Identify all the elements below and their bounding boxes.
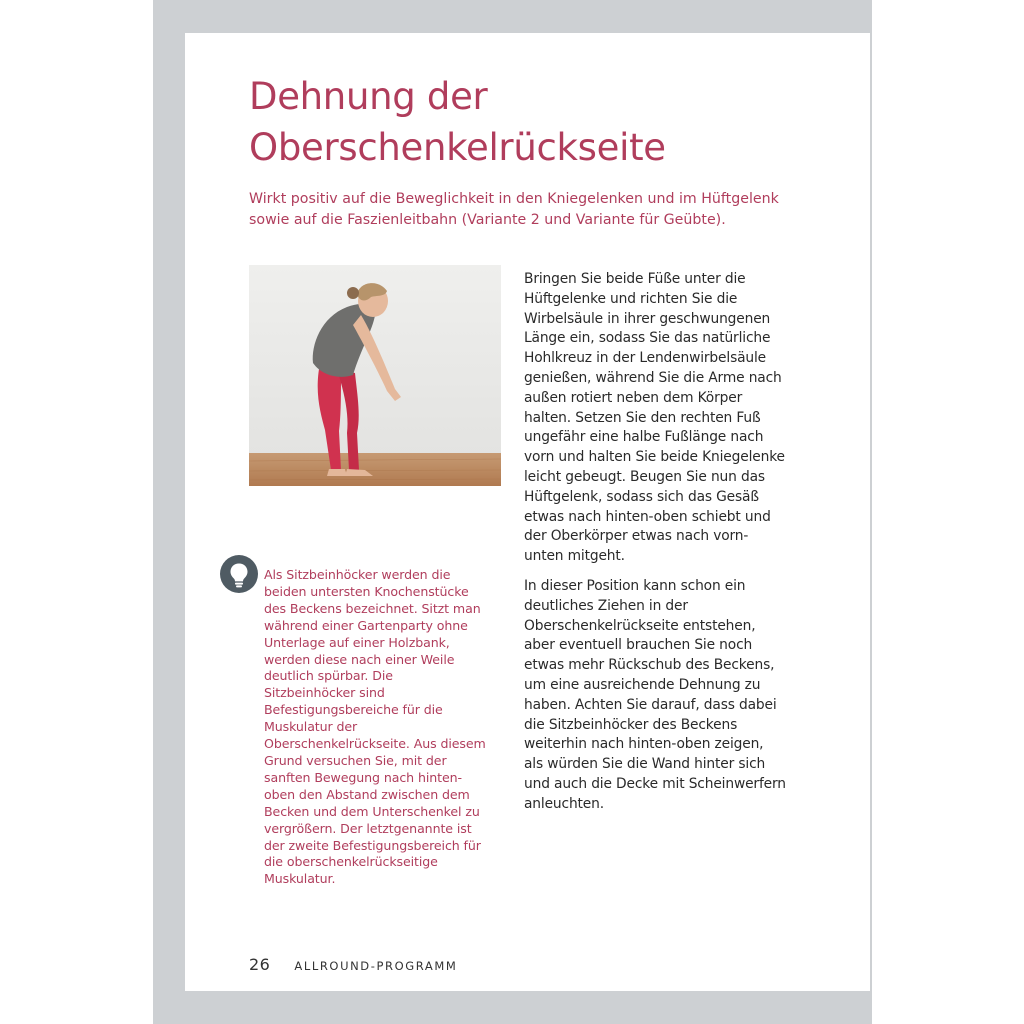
body-column: [524, 270, 786, 825]
tip-text: Als Sitzbeinhöcker werden die beiden untersten Knochenstücke des Beckens bezeichnet. Sitzt man während einer Gartenparty ohne Unterlage auf einer Holzbank, werden diese nach einer Weile deutlich spürbar. Die Sitzbeinhöcker sind Befestigungsbereiche für die Muskulatur der Oberschenkelrückseite. Aus diesem Grund versuchen Sie, mit der sanften Bewegung nach hinten-oben den Abstand zwischen dem Becken und dem Unterschenkel zu vergrößern. Der letztgenannte ist der zweite Befestigungsbereich für die oberschenkelrückseitige Muskulatur.: [264, 567, 486, 887]
lightbulb-icon: [220, 555, 258, 593]
page-title: Dehnung der Oberschenkelrückseite: [249, 75, 666, 169]
exercise-photo: [249, 265, 501, 486]
page-footer: [249, 955, 457, 977]
body-paragraph-2: In dieser Position kann schon ein deutliches Ziehen in der Oberschenkelrückseite entstehen, aber eventuell brauchen Sie noch etwas mehr Rückschub des Beckens, um eine ausreichende Dehnung zu haben. Achten Sie darauf, dass dabei die Sitzbeinhöcker des Beckens weiterhin nach hinten-oben zeigen, als würden Sie die Wand hinter sich und auch die Decke mit Scheinwerfern anleuchten.: [524, 577, 786, 812]
section-label: ALLROUND-PROGRAMM: [294, 959, 458, 973]
page-number: 26: [249, 955, 271, 974]
book-page: [185, 33, 870, 991]
body-paragraph-1: Bringen Sie beide Füße unter die Hüftgelenke und richten Sie die Wirbelsäule in ihrer geschwungenen Länge ein, sodass Sie das natürliche Hohlkreuz in der Lendenwirbelsäule genießen, während Sie die Arme nach außen rotiert neben dem Körper halten. Setzen Sie den rechten Fuß ungefähr eine halbe Fußlänge nach vorn und halten Sie beide Kniegelenke leicht gebeugt. Beugen Sie nun das Hüftgelenk, sodass sich das Gesäß etwas nach hinten-oben schiebt und der Oberkörper etwas nach vorn-unten mitgeht.: [524, 271, 785, 565]
lead-text: Wirkt positiv auf die Beweglichkeit in den Kniegelenken und im Hüftgelenk sowie auf die Faszienleitbahn (Variante 2 und Variante für Geübte).: [249, 191, 779, 228]
